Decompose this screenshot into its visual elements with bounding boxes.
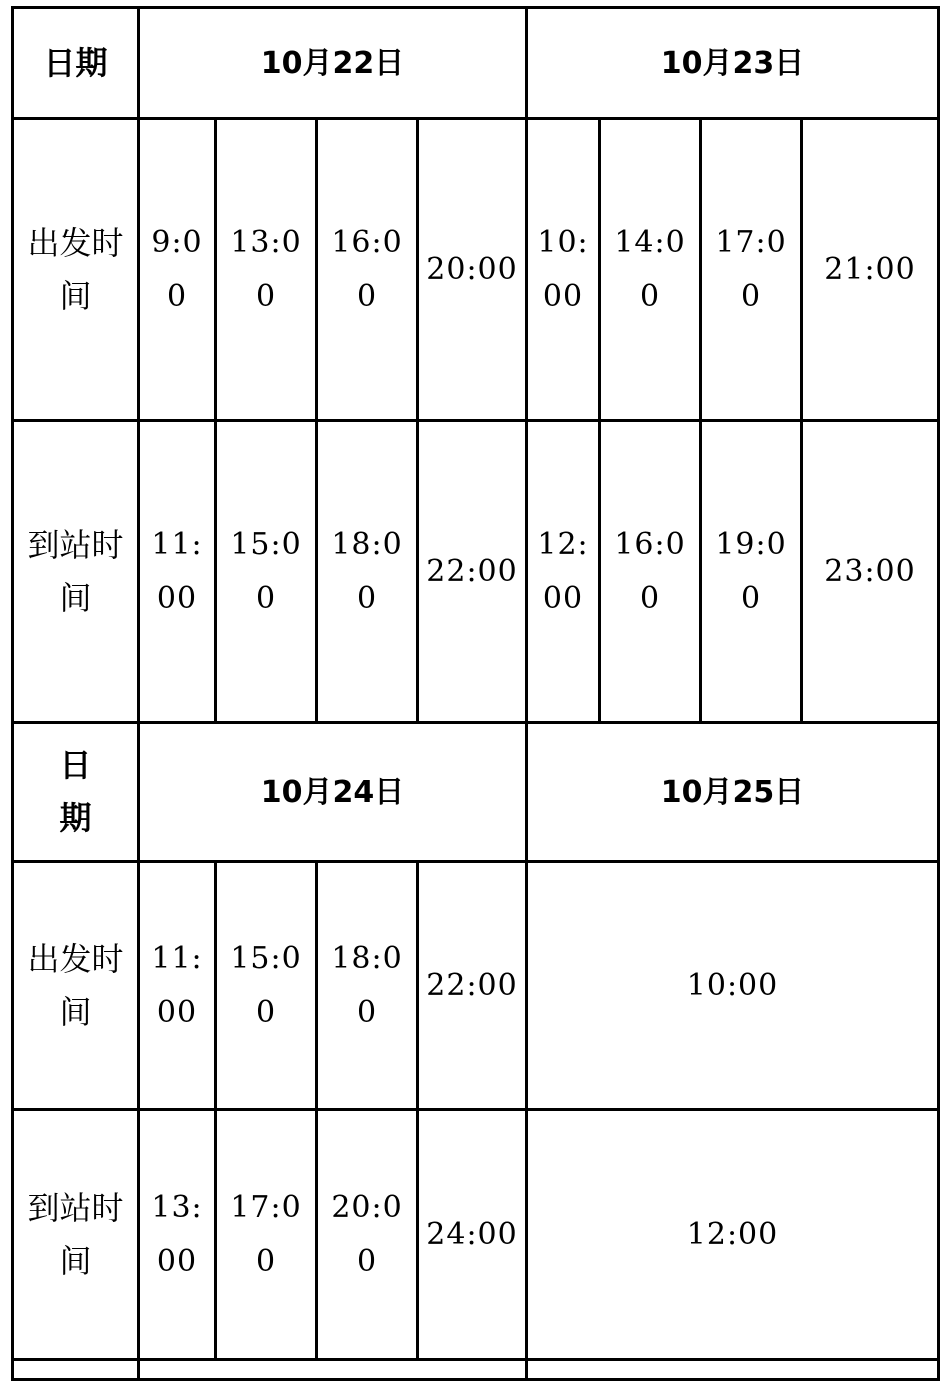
arrival-time-cell: 13:00 (139, 1110, 216, 1360)
arrival-row-1 (13, 421, 939, 723)
departure-time-cell: 10:00 (527, 119, 600, 421)
departure-time-cell: 13:00 (216, 119, 317, 421)
date-oct-22: 10月22日 (139, 8, 527, 119)
departure-label: 出发时间 (13, 119, 139, 421)
date-row-1 (13, 8, 939, 119)
date-label: 日期 (13, 8, 139, 119)
arrival-time-cell: 17:00 (216, 1110, 317, 1360)
departure-time-cell: 9:00 (139, 119, 216, 421)
departure-time-cell: 17:00 (701, 119, 802, 421)
arrival-time-cell: 20:00 (317, 1110, 418, 1360)
departure-time-cell: 20:00 (418, 119, 527, 421)
departure-label: 出发时间 (13, 862, 139, 1110)
arrival-time-cell: 22:00 (418, 421, 527, 723)
arrival-time-cell: 18:00 (317, 421, 418, 723)
arrival-time-cell: 11:00 (139, 421, 216, 723)
cut-off-cell (527, 1360, 939, 1380)
departure-time-cell: 18:00 (317, 862, 418, 1110)
oct25-arrival-time: 12:00 (527, 1110, 939, 1360)
arrival-row-2 (13, 1110, 939, 1360)
arrival-time-cell: 23:00 (802, 421, 939, 723)
date-oct-25: 10月25日 (527, 723, 939, 862)
departure-row-1 (13, 119, 939, 421)
arrival-label: 到站时间 (13, 421, 139, 723)
cut-off-cell (13, 1360, 139, 1380)
cut-off-cell (139, 1360, 527, 1380)
arrival-time-cell: 16:00 (600, 421, 701, 723)
date-label: 日期 (13, 723, 139, 862)
departure-row-2 (13, 862, 939, 1110)
arrival-time-cell: 24:00 (418, 1110, 527, 1360)
arrival-label: 到站时间 (13, 1110, 139, 1360)
cut-off-row (13, 1360, 939, 1380)
date-oct-23: 10月23日 (527, 8, 939, 119)
departure-time-cell: 16:00 (317, 119, 418, 421)
departure-time-cell: 14:00 (600, 119, 701, 421)
arrival-time-cell: 15:00 (216, 421, 317, 723)
arrival-time-cell: 19:00 (701, 421, 802, 723)
departure-time-cell: 21:00 (802, 119, 939, 421)
bus-schedule-table (11, 6, 940, 1381)
date-oct-24: 10月24日 (139, 723, 527, 862)
departure-time-cell: 11:00 (139, 862, 216, 1110)
arrival-time-cell: 12:00 (527, 421, 600, 723)
departure-time-cell: 15:00 (216, 862, 317, 1110)
departure-time-cell: 22:00 (418, 862, 527, 1110)
date-row-2 (13, 723, 939, 862)
oct25-departure-time: 10:00 (527, 862, 939, 1110)
